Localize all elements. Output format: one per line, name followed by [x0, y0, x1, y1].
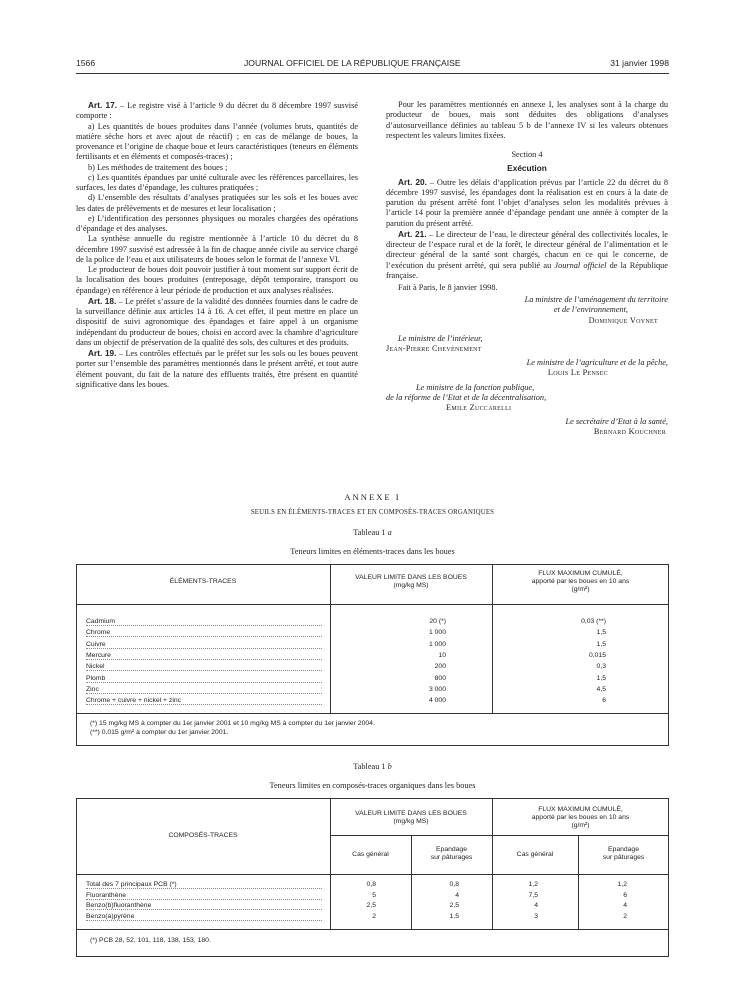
table-row-limit-value: 20 (*)	[429, 618, 446, 625]
table-row-flux-value: 1,5	[596, 674, 606, 682]
table-row-flux-value: 0,3	[596, 663, 606, 671]
page-number: 1566	[76, 58, 96, 68]
table-b-caption: Teneurs limites en composés-traces organiques dans les boues	[269, 781, 476, 790]
dot-leader	[86, 693, 322, 694]
table-row-flux-value: 6	[602, 697, 606, 705]
table-b-sub-pasture-limit: Epandage sur pâturages	[430, 846, 473, 862]
table-b-header-rule	[76, 874, 669, 875]
annex-title: ANNEXE I	[344, 492, 401, 502]
table-row-element-name: Chrome	[86, 629, 111, 637]
table-row-element-name: Plomb	[86, 674, 106, 682]
signatory-title: Le ministre de l’intérieur,	[398, 333, 483, 343]
dot-leader	[86, 636, 322, 637]
article-17-item-c: c) Les quantités épandues par unité culturale avec les références parcellaires, les surfaces, les dates d’épandage, les cultures pratiquées ;	[76, 172, 358, 192]
table-row-flux-value: 1,5	[596, 629, 606, 637]
table-row-flux-value: 0,03 (**)	[581, 618, 606, 625]
table-a-header-rule	[76, 604, 669, 605]
dot-leader	[86, 659, 322, 660]
table-b-note: (*) PCB 28, 52, 101, 118, 138, 153, 180.	[90, 937, 211, 944]
table-row-flux-pasture: 6	[623, 891, 627, 899]
dot-leader	[86, 648, 322, 649]
table-row-flux-pasture: 2	[623, 913, 627, 921]
signatory-name: Bernard Kouchner	[593, 427, 666, 437]
table-b-footer-rule	[76, 929, 669, 930]
table-row-flux-general: 3	[534, 913, 538, 921]
issue-date: 31 janvier 1998	[610, 58, 669, 68]
dot-leader	[86, 920, 322, 921]
table-b-col-flux-header: FLUX MAXIMUM CUMULÉ, apporté par les boues en 10 ans (g/m²)	[531, 806, 630, 830]
table-row-element-name: Cadmium	[86, 618, 116, 625]
article-18: Art. 18. – Le préfet s’assure de la validité des données fournies dans le cadre de la surveillance définie aux articles 14 à 16. A cet effet, il peut mettre en place un dispositif de suivi agronomique des épandages et faire appel à un organisme indépendant du producteur de boues, choisi en accord avec la chambre d’agriculture dans un objectif de préservation de la qualité des sols, des cultures et des produits.	[76, 295, 358, 347]
table-row-element-name: Nickel	[86, 663, 105, 671]
table-row-flux-general: 4	[534, 902, 538, 910]
table-row-compound-name: Benzo(a)pyrène	[86, 913, 135, 921]
table-a-col-flux-header: FLUX MAXIMUM CUMULÉ, apporté par les boues en 10 ans (g/m²)	[531, 570, 630, 594]
signatures	[386, 295, 668, 437]
signatory-name: Dominique Voynet	[588, 315, 658, 325]
table-row-limit-value: 4 000	[428, 697, 446, 705]
article-17-item-e: e) L’identification des personnes physiques ou morales chargées des opérations d’épandage et des analyses.	[76, 213, 358, 233]
table-a-notes	[90, 719, 375, 737]
table-row-element-name: Chrome + cuivre + nickel + zinc	[86, 697, 182, 705]
article-17-intro: Art. 17. – Le registre visé à l’article 9 du décret du 8 décembre 1997 susvisé comporte :	[76, 100, 358, 121]
left-column	[76, 100, 358, 390]
dot-leader	[86, 670, 322, 671]
signatory-name: Jean-Pierre Chevènement	[386, 344, 482, 354]
signatory-title: de la réforme de l’Etat et de la décentralisation,	[386, 392, 547, 402]
signatory-title: et de l’environnement,	[553, 305, 628, 315]
table-row-limit-general: 2,5	[366, 902, 376, 910]
table-a-note: (**) 0,015 g/m² à compter du 1er janvier 2001.	[90, 729, 229, 736]
table-row-flux-general: 1,2	[528, 881, 538, 888]
table-b-col-limit-header: VALEUR LIMITE DANS LES BOUES (mg/kg MS)	[355, 810, 467, 826]
journal-title: JOURNAL OFFICIEL DE LA RÉPUBLIQUE FRANÇAISE	[244, 58, 461, 68]
table-row-flux-value: 0,015	[588, 651, 606, 659]
signature-date: Fait à Paris, le 8 janvier 1998.	[398, 283, 498, 292]
right-column	[386, 100, 668, 438]
table-row-limit-general: 5	[372, 891, 376, 899]
signatory-name: Louis Le Pensec	[547, 368, 608, 378]
dot-leader	[86, 704, 322, 705]
table-row-compound-name: Total des 7 principaux PCB (*)	[86, 881, 177, 888]
signatory-title: La ministre de l’aménagement du territoire	[524, 295, 668, 305]
table-row-compound-name: Benzo(b)fluoranthène	[86, 902, 152, 910]
table-row-flux-value: 1,5	[596, 640, 606, 648]
dot-leader	[86, 682, 322, 683]
table-row-limit-pasture: 1,5	[449, 913, 459, 921]
table-row-limit-value: 1 000	[428, 629, 446, 637]
article-17-paragraph: La synthèse annuelle du registre mentionnée à l’article 10 du décret du 8 décembre 1997 susvisé est adressée à la fin de chaque année civile au service chargé de la police de l’eau et aux utilisateurs de boues selon le format de l’annexe VI.	[76, 234, 358, 264]
table-b-label: Tableau 1 b	[353, 762, 392, 771]
table-row-flux-pasture: 1,2	[617, 881, 627, 888]
table-row-limit-pasture: 4	[455, 891, 459, 899]
table-row-element-name: Mercure	[86, 651, 111, 659]
table-row-flux-general: 7,5	[528, 891, 538, 899]
section-title: Exécution	[507, 163, 547, 174]
table-row-compound-name: Fluoranthène	[86, 891, 127, 899]
page-header	[76, 58, 669, 72]
table-a-caption: Teneurs limites en éléments-traces dans les boues	[290, 547, 455, 556]
table-a-label: Tableau 1 a	[353, 528, 392, 537]
table-row-limit-pasture: 2,5	[449, 902, 459, 910]
dot-leader	[86, 899, 322, 900]
table-row-limit-value: 800	[434, 674, 446, 682]
article-17-paragraph: Le producteur de boues doit pouvoir justifier à tout moment sur support écrit de la localisation des boues produites (entreposage, dépôt temporaire, transport ou épandage) en référence à leur période de production et aux analyses réalisées.	[76, 265, 358, 295]
table-a-col-elements-header: ÉLÉMENTS-TRACES	[169, 578, 237, 585]
section-heading: Section 4	[511, 150, 543, 159]
article-20: Art. 20. – Outre les délais d’application prévus par l’article 22 du décret du 8 décembre 1997 susvisé, les épandages dont la réalisation est en cours à la date de parution du présent arrêté font l’objet d’analyses selon les modalités prévues à l’article 14 pour la première année d’épandage pendant une année à compter de la parution du présent arrêté.	[386, 176, 668, 228]
table-row-limit-value: 1 000	[428, 640, 446, 648]
table-row-limit-general: 0,8	[366, 881, 376, 888]
table-row-element-name: Zinc	[86, 685, 99, 693]
table-a-footer-rule	[76, 713, 669, 714]
article-17-item-d: d) L’ensemble des résultats d’analyses pratiquées sur les sols et les boues avec les dates de prélèvements et de mesures et leur localisation ;	[76, 193, 358, 213]
annex-subtitle: SEUILS EN ÉLÉMENTS-TRACES ET EN COMPOSÉS-TRACES ORGANIQUES	[250, 509, 495, 516]
article-17-item-a: a) Les quantités de boues produites dans l’année (volumes bruts, quantités de matière sèche hors et avec ajout de réactif) ; en cas de mélange de boues, la provenance et l’origine de chaque boue et leurs caractéristiques (teneurs en éléments fertilisants et en éléments et composés-traces) ;	[76, 121, 358, 162]
dot-leader	[86, 625, 322, 626]
table-a-col-limit-header: VALEUR LIMITE DANS LES BOUES (mg/kg MS)	[355, 574, 467, 590]
header-rule	[76, 73, 669, 74]
table-b-col-compounds-header: COMPOSÉS-TRACES	[168, 832, 238, 839]
table-row-limit-value: 200	[434, 663, 446, 671]
table-row-flux-value: 4,5	[596, 685, 606, 693]
dot-leader	[86, 909, 322, 910]
annex-analyses-paragraph: Pour les paramètres mentionnés en annexe I, les analyses sont à la charge du producteur de boues, mais sont déduites des obligations d’analyses d’autosurveillance définies au tableau 5 b de l’annexe IV si les valeurs obtenues respectent les valeurs limites fixées.	[386, 100, 668, 140]
signatory-title: Le ministre de la fonction publique,	[416, 382, 535, 392]
article-17-item-b: b) Les méthodes de traitement des boues ;	[88, 162, 228, 172]
table-a-note: (*) 15 mg/kg MS à compter du 1er janvier 2001 et 10 mg/kg MS à compter du 1er janvier 2004.	[90, 720, 375, 727]
table-b-sub-general-limit: Cas général	[352, 851, 389, 858]
table-row-element-name: Cuivre	[86, 640, 106, 648]
article-19: Art. 19. – Les contrôles effectués par le préfet sur les sols ou les boues peuvent porter sur l’ensemble des paramètres mentionnés dans le présent arrêté, et tout autre élément pouvant, du fait de la nature des effluents traités, être présent en quantité significative dans les boues.	[76, 348, 358, 389]
table-b-subheader-rule	[330, 835, 669, 836]
dot-leader	[86, 888, 322, 889]
table-b-sub-pasture-flux: Epandage sur pâturages	[602, 846, 645, 862]
table-row-limit-pasture: 0,8	[449, 881, 459, 888]
table-b-sub-general-flux: Cas général	[516, 851, 554, 858]
table-row-flux-pasture: 4	[623, 902, 627, 910]
table-row-limit-value: 10	[438, 651, 446, 659]
signatory-title: Le ministre de l’agriculture et de la pêche,	[526, 358, 668, 368]
table-row-limit-general: 2	[372, 913, 376, 921]
article-21: Art. 21. – Le directeur de l’eau, le directeur général des collectivités locales, le directeur de l’espace rural et de la forêt, le directeur général de l’alimentation et le directeur général de la santé sont chargés, chacun en ce qui le concerne, de l’exécution du présent arrêté, qui sera publié au Journal officiel de la République française.	[386, 228, 668, 280]
table-row-limit-value: 3 000	[428, 685, 446, 693]
signatory-name: Emile Zuccarelli	[446, 403, 512, 413]
signatory-title: Le secrétaire d’Etat à la santé,	[565, 417, 668, 427]
